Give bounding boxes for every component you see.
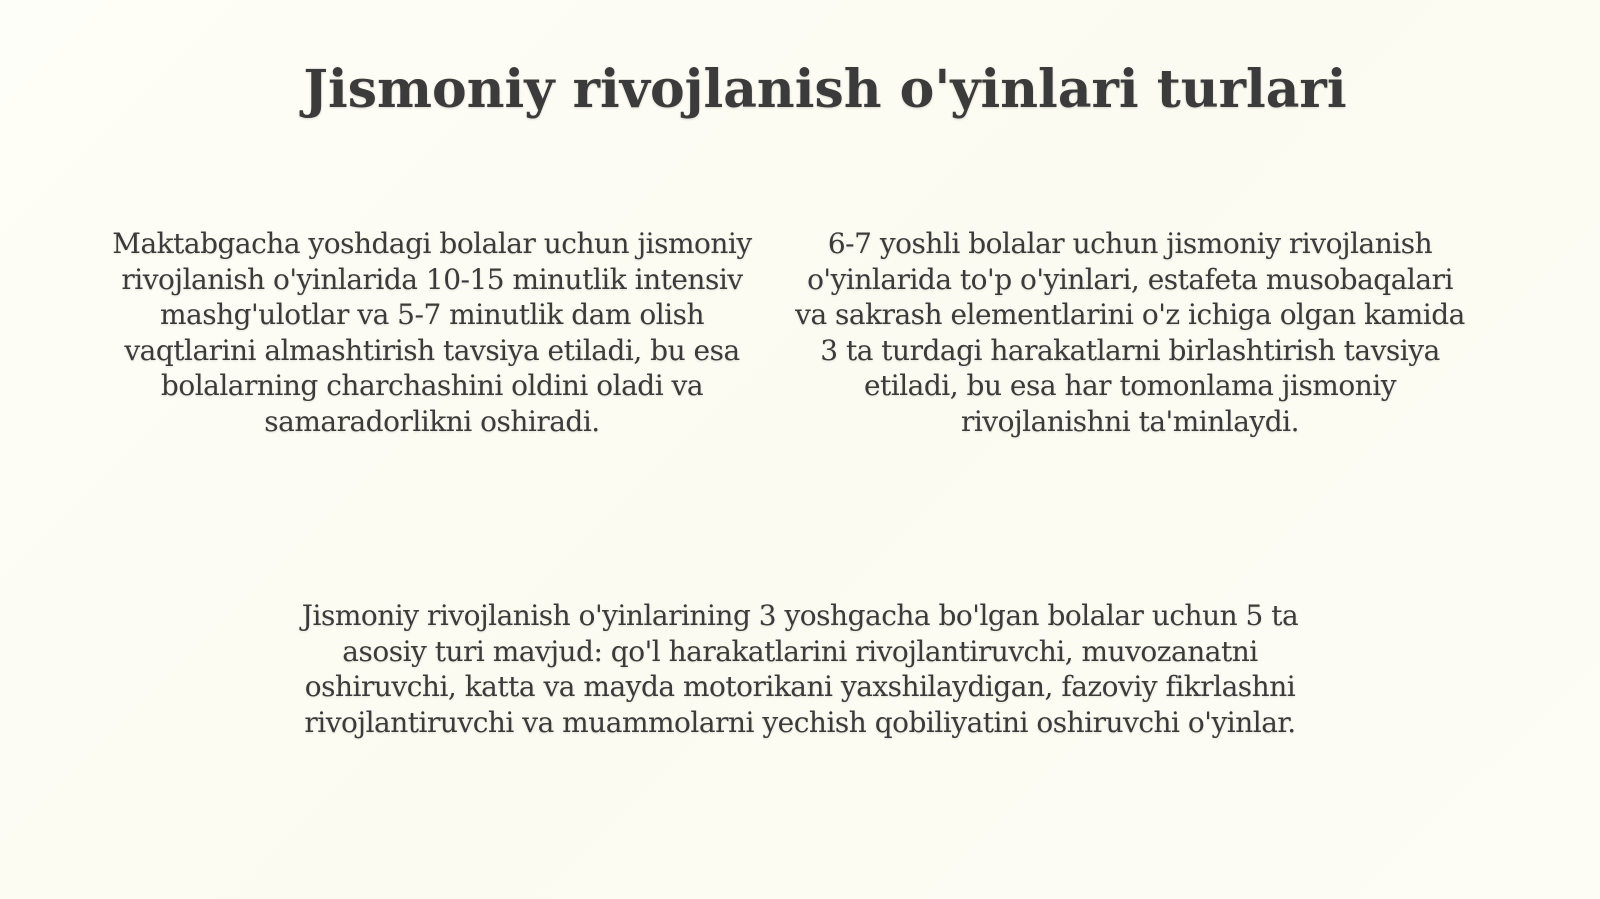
paragraph-under-3-game-types: Jismoniy rivojlanish o'yinlarining 3 yoshgacha bo'lgan bolalar uchun 5 ta asosiy turi mavjud: qo'l harakatlarini rivojlantiruvchi, muvozanatni oshiruvchi, katta va mayda motorikani yaxshilaydigan, fazoviy fikrlashni rivojlantiruvchi va muammolarni yechish qobiliyatini oshiruvchi o'yinlar. <box>301 599 1299 739</box>
paragraph-age-6-7-games: 6-7 yoshli bolalar uchun jismoniy rivojlanish o'yinlarida to'p o'yinlari, estafeta musobaqalari va sakrash elementlarini o'z ichiga olgan kamida 3 ta turdagi harakatlarni birlashtirish tavsiya etiladi, bu esa har tomonlama jismoniy rivojlanishni ta'minlaydi. <box>795 227 1465 438</box>
paragraph-preschool-intervals: Maktabgacha yoshdagi bolalar uchun jismoniy rivojlanish o'yinlarida 10-15 minutlik intensiv mashg'ulotlar va 5-7 minutlik dam olish vaqtlarini almashtirish tavsiya etiladi, bu esa bolalarning charchashini oldini oladi va samaradorlikni oshiradi. <box>112 227 752 438</box>
slide-title: Jismoniy rivojlanish o'yinlari turlari <box>303 59 1347 120</box>
